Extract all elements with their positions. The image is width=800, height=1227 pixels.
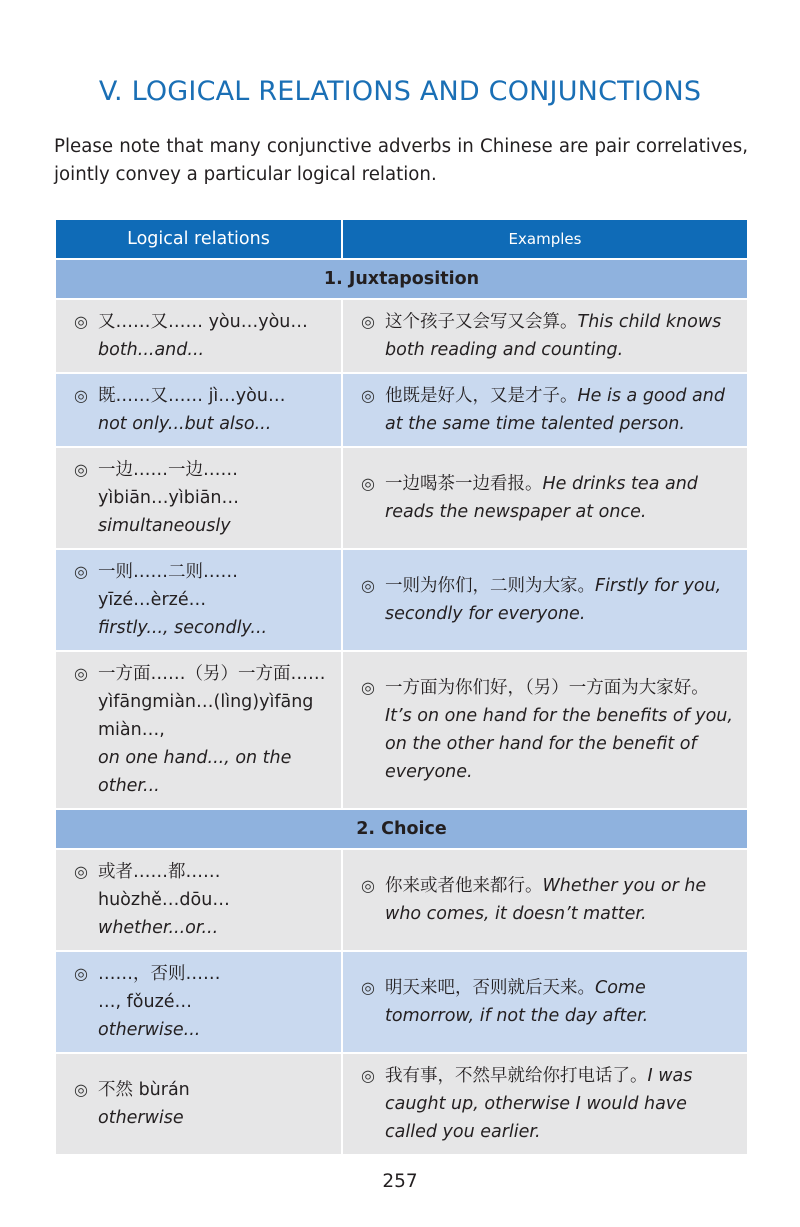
bullet-icon: ◎ (74, 460, 88, 479)
relation-english: simultaneously (98, 516, 231, 536)
example-chinese: 我有事，不然早就给你打电话了。 (385, 1066, 648, 1086)
example-chinese: 明天来吧，否则就后天来。 (385, 978, 595, 998)
table-row (55, 951, 748, 1053)
bullet-icon: ◎ (361, 474, 375, 493)
example-english: He is a good and at the same time talented person. (385, 386, 725, 434)
relation-pinyin: huòzhě…dōu… (98, 890, 230, 910)
bullet-icon: ◎ (74, 1080, 88, 1099)
example-cell (342, 373, 748, 447)
example-english: This child knows both reading and counting. (385, 312, 722, 360)
relation-cell (55, 447, 342, 549)
relation-english: both...and... (98, 340, 205, 360)
example-english: I was caught up, otherwise I would have called you earlier. (385, 1066, 693, 1142)
example-english: He drinks tea and reads the newspaper at once. (385, 474, 698, 522)
bullet-icon: ◎ (361, 312, 375, 331)
relation-cell (55, 299, 342, 373)
table-header-row (55, 219, 748, 259)
relation-chinese: 或者……都…… (98, 862, 221, 882)
relation-cell (55, 951, 342, 1053)
bullet-icon: ◎ (74, 664, 88, 683)
section-row (55, 259, 748, 299)
table-row (55, 373, 748, 447)
relation-english: whether...or... (98, 918, 219, 938)
relation-english: not only...but also... (98, 414, 272, 434)
bullet-icon: ◎ (361, 978, 375, 997)
example-chinese: 一方面为你们好，（另）一方面为大家好。 (385, 678, 709, 698)
relation-chinese: 一方面……（另）一方面…… (98, 664, 326, 684)
relation-pinyin: …, fǒuzé… (98, 992, 193, 1012)
relation-chinese: 一则……二则…… (98, 562, 238, 582)
example-cell (342, 1053, 748, 1155)
example-cell (342, 299, 748, 373)
page-number: 257 (382, 1171, 418, 1192)
table-row (55, 447, 748, 549)
relation-english: otherwise (98, 1108, 184, 1128)
example-cell (342, 549, 748, 651)
relation-english: on one hand..., on the other... (98, 748, 292, 796)
section-juxtaposition: 1. Juxtaposition (55, 259, 748, 299)
example-chinese: 一则为你们，二则为大家。 (385, 576, 595, 596)
column-header-logical-relations: Logical relations (55, 219, 342, 259)
bullet-icon: ◎ (74, 562, 88, 581)
bullet-icon: ◎ (361, 576, 375, 595)
relation-chinese: 不然 bùrán (98, 1080, 190, 1100)
bullet-icon: ◎ (74, 312, 88, 331)
example-english: Whether you or he who comes, it doesn’t matter. (385, 876, 707, 924)
bullet-icon: ◎ (361, 678, 375, 697)
relation-pinyin: yìbiān…yìbiān… (98, 488, 240, 508)
example-chinese: 他既是好人，又是才子。 (385, 386, 578, 406)
relation-chinese: ……，否则…… (98, 964, 221, 984)
example-english: Firstly for you, secondly for everyone. (385, 576, 722, 624)
relation-chinese: 又……又…… yòu…yòu… (98, 312, 308, 332)
bullet-icon: ◎ (361, 386, 375, 405)
example-english: It’s on one hand for the benefits of you, on the other hand for the benefit of everyone. (385, 706, 733, 782)
table-row (55, 849, 748, 951)
intro-paragraph: Please note that many conjunctive adverbs in Chinese are pair correlatives, jointly convey a particular logical relation. (54, 136, 748, 185)
table-row (55, 1053, 748, 1155)
bullet-icon: ◎ (361, 876, 375, 895)
relation-cell (55, 1053, 342, 1155)
relation-pinyin: yìfāngmiàn…(lìng)yìfāng miàn…, (98, 692, 314, 740)
table-row (55, 651, 748, 809)
example-cell (342, 651, 748, 809)
example-chinese: 一边喝茶一边看报。 (385, 474, 543, 494)
example-cell (342, 951, 748, 1053)
column-header-examples: Examples (342, 219, 748, 259)
section-choice: 2. Choice (55, 809, 748, 849)
table-row (55, 299, 748, 373)
example-english: Come tomorrow, if not the day after. (385, 978, 649, 1026)
example-chinese: 这个孩子又会写又会算。 (385, 312, 578, 332)
relation-english: firstly..., secondly... (98, 618, 268, 638)
section-row (55, 809, 748, 849)
conjunctions-table (54, 218, 749, 1156)
table-row (55, 549, 748, 651)
bullet-icon: ◎ (74, 862, 88, 881)
relation-pinyin: yīzé…èrzé… (98, 590, 207, 610)
relation-cell (55, 849, 342, 951)
bullet-icon: ◎ (361, 1066, 375, 1085)
relation-english: otherwise... (98, 1020, 201, 1040)
bullet-icon: ◎ (74, 964, 88, 983)
relation-cell (55, 549, 342, 651)
page-title: V. LOGICAL RELATIONS AND CONJUNCTIONS (98, 76, 702, 107)
relation-chinese: 一边……一边…… (98, 460, 238, 480)
example-cell (342, 447, 748, 549)
bullet-icon: ◎ (74, 386, 88, 405)
example-cell (342, 849, 748, 951)
example-chinese: 你来或者他来都行。 (385, 876, 543, 896)
relation-cell (55, 651, 342, 809)
relation-chinese: 既……又…… jì…yòu… (98, 386, 286, 406)
relation-cell (55, 373, 342, 447)
